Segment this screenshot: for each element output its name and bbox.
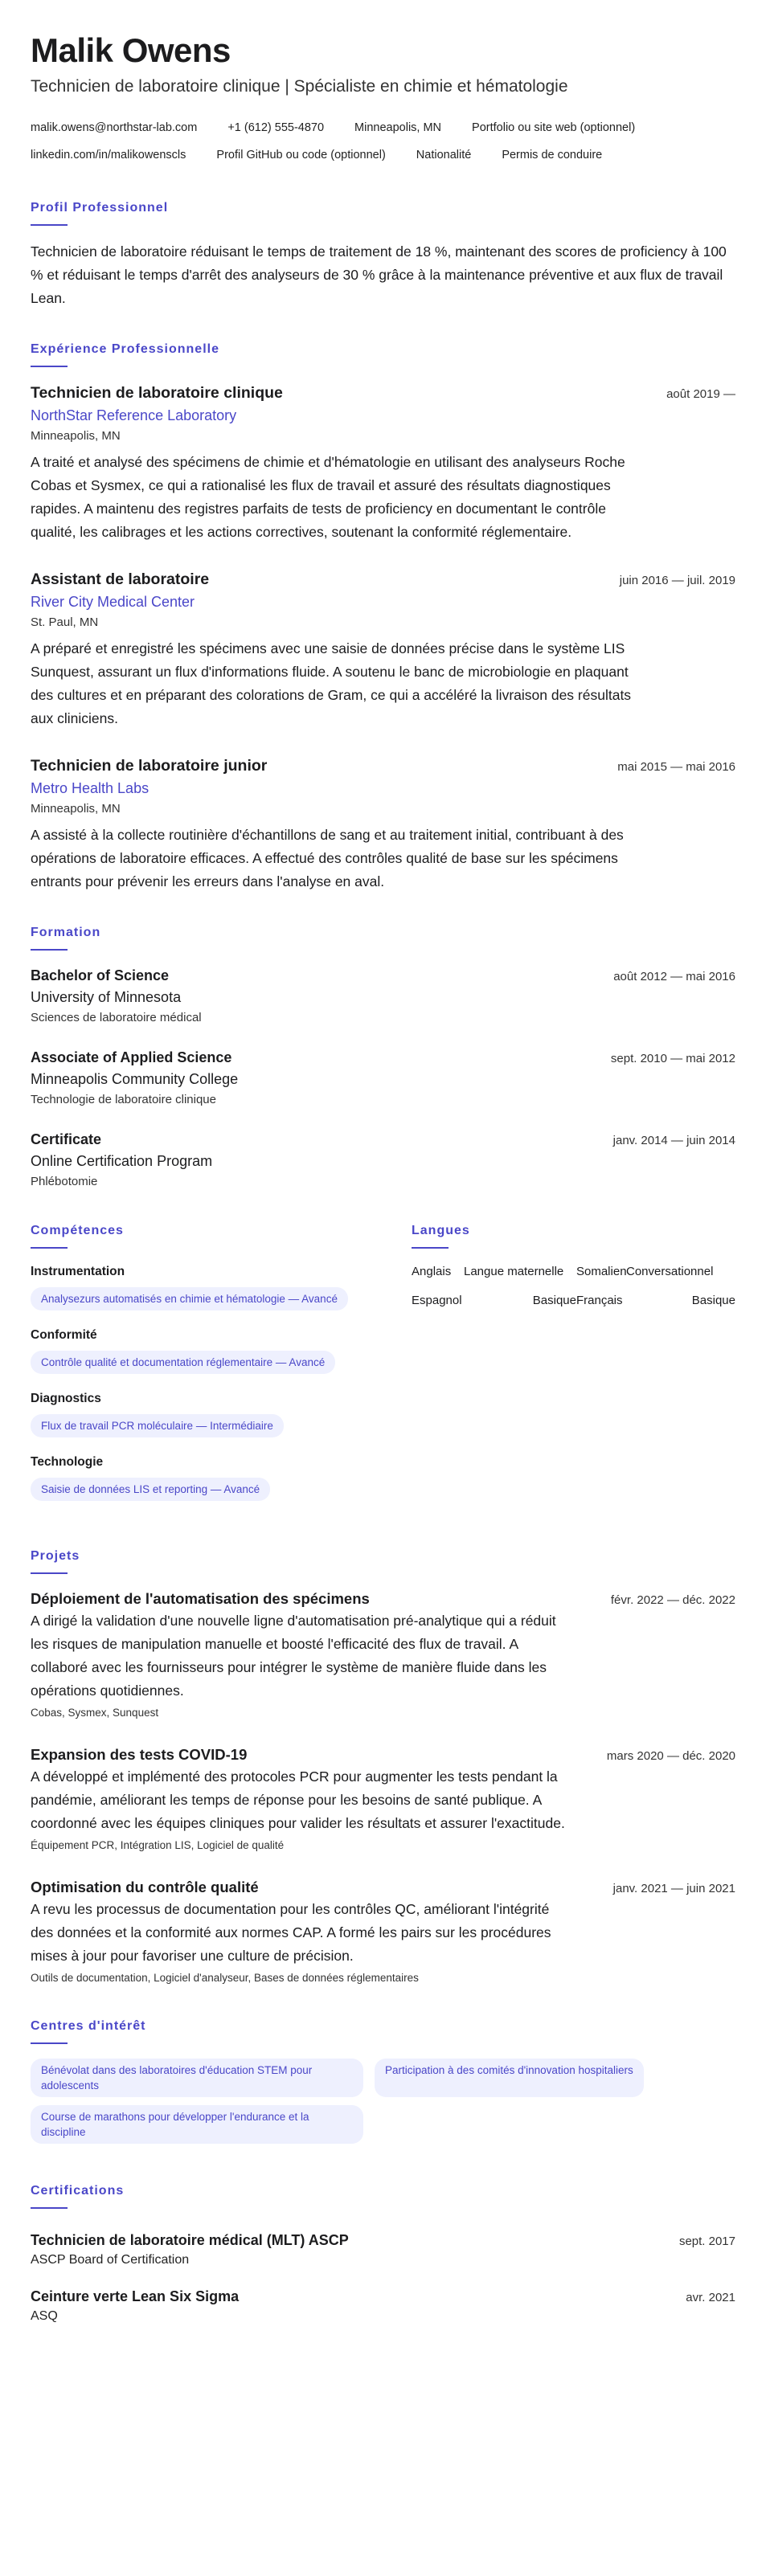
contact-location: Minneapolis, MN bbox=[354, 121, 442, 134]
language-level: Langue maternelle bbox=[464, 1265, 564, 1278]
school-name: Online Certification Program bbox=[31, 1153, 213, 1169]
education-dates: sept. 2010 — mai 2012 bbox=[610, 1052, 735, 1065]
language-level: Basique bbox=[691, 1294, 735, 1307]
section-title: Projets bbox=[31, 1549, 80, 1563]
education-entry bbox=[31, 1047, 735, 1110]
certification-entry bbox=[31, 2230, 735, 2270]
skill-category: Instrumentation bbox=[31, 1265, 125, 1278]
candidate-name: Malik Owens bbox=[31, 31, 231, 69]
skill-pill: Contrôle qualité et documentation réglementaire — Avancé bbox=[31, 1351, 335, 1374]
education-dates: août 2012 — mai 2016 bbox=[613, 970, 735, 983]
project-description: A dirigé la validation d'une nouvelle ligne d'automatisation pré-analytique qui a réduit les risques de manipulation manuelle et boosté l'efficacité des flux de travail. A collaboré avec les fournisseurs pour intégrer le système de manière fluide dans les opérations quotidiennes. bbox=[31, 1613, 556, 1699]
education-dates: janv. 2014 — juin 2014 bbox=[612, 1134, 735, 1147]
employer-name: Metro Health Labs bbox=[31, 780, 150, 796]
section-title: Compétences bbox=[31, 1224, 124, 1237]
contact-license: Permis de conduire bbox=[502, 149, 603, 162]
education-section bbox=[31, 924, 735, 1192]
section-title: Formation bbox=[31, 926, 101, 939]
contact-email[interactable]: malik.owens@northstar-lab.com bbox=[31, 121, 198, 134]
project-entry bbox=[31, 1589, 735, 1722]
skill-group bbox=[31, 1327, 363, 1374]
contact-info bbox=[31, 114, 735, 169]
contact-linkedin[interactable]: linkedin.com/in/malikowenscls bbox=[31, 149, 186, 162]
language-level: Conversationnel bbox=[626, 1265, 714, 1278]
job-title: Technicien de laboratoire junior bbox=[31, 757, 268, 775]
interest-pill: Course de marathons pour développer l'endurance et la discipline bbox=[31, 2105, 363, 2144]
contact-nationality: Nationalité bbox=[416, 149, 472, 162]
certification-title: Technicien de laboratoire médical (MLT) ASCP bbox=[31, 2232, 349, 2248]
contact-github[interactable]: Profil GitHub ou code (optionnel) bbox=[216, 149, 386, 162]
skill-pill: Flux de travail PCR moléculaire — Intermédiaire bbox=[31, 1414, 284, 1437]
certifications-section bbox=[31, 2182, 735, 2326]
project-description: A développé et implémenté des protocoles PCR pour augmenter les tests pendant la pandémie, améliorant les temps de réponse pour les besoins de santé publique. A coordonné avec les équipes cliniques pour valider les résultats et assurer l'exactitude. bbox=[31, 1768, 565, 1831]
job-location: Minneapolis, MN bbox=[31, 802, 121, 816]
skill-group bbox=[31, 1390, 363, 1437]
section-divider bbox=[31, 1247, 68, 1249]
skill-category: Technologie bbox=[31, 1455, 104, 1469]
job-location: St. Paul, MN bbox=[31, 615, 99, 629]
certification-title: Ceinture verte Lean Six Sigma bbox=[31, 2288, 240, 2304]
education-entry bbox=[31, 965, 735, 1028]
section-title: Profil Professionnel bbox=[31, 201, 169, 215]
section-divider bbox=[31, 1572, 68, 1574]
certification-entry bbox=[31, 2286, 735, 2326]
contact-portfolio[interactable]: Portfolio ou site web (optionnel) bbox=[472, 121, 636, 134]
section-divider bbox=[31, 366, 68, 367]
job-title: Technicien de laboratoire clinique bbox=[31, 384, 283, 402]
experience-entry bbox=[31, 754, 735, 893]
resume-header bbox=[31, 31, 735, 169]
languages-list bbox=[412, 1263, 735, 1310]
experience-section bbox=[31, 341, 735, 893]
section-divider bbox=[31, 2042, 68, 2044]
employer-name: NorthStar Reference Laboratory bbox=[31, 407, 237, 423]
skill-category: Conformité bbox=[31, 1328, 97, 1342]
language-level: Basique bbox=[532, 1294, 576, 1307]
project-tools: Outils de documentation, Logiciel d'analyseur, Bases de données réglementaires bbox=[31, 1972, 419, 1984]
language-name: Espagnol bbox=[412, 1294, 462, 1307]
skill-category: Diagnostics bbox=[31, 1392, 101, 1405]
section-divider bbox=[412, 1247, 449, 1249]
summary-text: Technicien de laboratoire réduisant le temps de traitement de 18 %, maintenant des scores de proficiency à 100 % et réduisant le temps d'arrêt des analyseurs de 30 % grâce à la maintenance préventive et aux flux de travail Lean. bbox=[31, 243, 727, 306]
projects-section bbox=[31, 1548, 735, 1987]
project-entry bbox=[31, 1877, 735, 1987]
language-name: Anglais bbox=[412, 1265, 452, 1278]
skill-pill: Saisie de données LIS et reporting — Avancé bbox=[31, 1478, 270, 1501]
education-entry bbox=[31, 1129, 735, 1192]
section-title: Centres d'intérêt bbox=[31, 2019, 146, 2033]
project-entry bbox=[31, 1744, 735, 1854]
employer-name: River City Medical Center bbox=[31, 594, 195, 610]
section-divider bbox=[31, 2207, 68, 2209]
school-name: University of Minnesota bbox=[31, 989, 182, 1005]
language-name: Somalien bbox=[576, 1265, 627, 1278]
section-title: Langues bbox=[412, 1224, 470, 1237]
field-of-study: Phlébotomie bbox=[31, 1175, 98, 1188]
interests-section bbox=[31, 2018, 735, 2152]
job-title: Assistant de laboratoire bbox=[31, 570, 210, 588]
job-dates: mai 2015 — mai 2016 bbox=[617, 760, 735, 774]
project-title: Expansion des tests COVID-19 bbox=[31, 1746, 248, 1763]
skills-section bbox=[31, 1222, 363, 1517]
project-description: A revu les processus de documentation pour les contrôles QC, améliorant l'intégrité des données et la conformité aux normes CAP. A formé les pairs sur les procédures mises à jour pour favoriser une culture de précision. bbox=[31, 1901, 551, 1964]
project-title: Optimisation du contrôle qualité bbox=[31, 1879, 259, 1895]
skill-pill: Analysezurs automatisés en chimie et hématologie — Avancé bbox=[31, 1287, 348, 1310]
project-tools: Équipement PCR, Intégration LIS, Logiciel de qualité bbox=[31, 1839, 285, 1851]
contact-phone[interactable]: +1 (612) 555-4870 bbox=[227, 121, 325, 134]
field-of-study: Sciences de laboratoire médical bbox=[31, 1011, 202, 1024]
certification-date: sept. 2017 bbox=[678, 2235, 735, 2248]
job-dates: juin 2016 — juil. 2019 bbox=[619, 574, 735, 587]
project-dates: mars 2020 — déc. 2020 bbox=[606, 1749, 735, 1763]
job-dates: août 2019 — bbox=[666, 387, 735, 401]
section-divider bbox=[31, 224, 68, 226]
job-description: A préparé et enregistré les spécimens avec une saisie de données précise dans le système LIS Sunquest, assurant un flux d'informations fluide. A soutenu le banc de microbiologie en plaquant des cultures et en préparant des colorations de Gram, ce qui a accéléré la livraison des résultats aux cliniciens. bbox=[31, 640, 632, 726]
certification-date: avr. 2021 bbox=[686, 2291, 735, 2304]
project-tools: Cobas, Sysmex, Sunquest bbox=[31, 1707, 159, 1719]
experience-entry bbox=[31, 382, 735, 544]
degree-name: Bachelor of Science bbox=[31, 967, 170, 983]
school-name: Minneapolis Community College bbox=[31, 1071, 239, 1087]
project-title: Déploiement de l'automatisation des spécimens bbox=[31, 1590, 370, 1607]
skill-group bbox=[31, 1263, 363, 1310]
section-divider bbox=[31, 949, 68, 951]
candidate-headline: Technicien de laboratoire clinique | Spécialiste en chimie et hématologie bbox=[31, 77, 568, 96]
certification-issuer: ASCP Board of Certification bbox=[31, 2253, 190, 2267]
languages-section bbox=[412, 1222, 735, 1517]
interest-pill: Participation à des comités d'innovation hospitaliers bbox=[375, 2059, 644, 2097]
degree-name: Certificate bbox=[31, 1131, 102, 1147]
experience-entry bbox=[31, 568, 735, 730]
language-name: Français bbox=[576, 1294, 623, 1307]
interest-pill: Bénévolat dans des laboratoires d'éducation STEM pour adolescents bbox=[31, 2059, 363, 2097]
summary-section bbox=[31, 199, 735, 310]
section-title: Certifications bbox=[31, 2184, 125, 2198]
project-dates: janv. 2021 — juin 2021 bbox=[612, 1882, 735, 1895]
job-description: A traité et analysé des spécimens de chimie et d'hématologie en utilisant des analyseurs Roche Cobas et Sysmex, ce qui a rationalisé les flux de travail et assuré des résultats diagnostiques rapides. A maintenu des registres parfaits de tests de proficiency en documentant le contrôle qualité, les calibrages et les actions correctives, soutenant la conformité réglementaire. bbox=[31, 454, 625, 540]
certification-issuer: ASQ bbox=[31, 2309, 58, 2323]
project-dates: févr. 2022 — déc. 2022 bbox=[610, 1593, 735, 1607]
degree-name: Associate of Applied Science bbox=[31, 1049, 232, 1065]
interests-list bbox=[31, 2059, 735, 2152]
field-of-study: Technologie de laboratoire clinique bbox=[31, 1093, 216, 1106]
skill-group bbox=[31, 1454, 363, 1501]
job-location: Minneapolis, MN bbox=[31, 429, 121, 443]
job-description: A assisté à la collecte routinière d'échantillons de sang et au traitement initial, contribuant à des opérations de laboratoire efficaces. A effectué des contrôles qualité de base sur les spécimens entrants pour prévenir les erreurs dans l'analyse en aval. bbox=[31, 827, 624, 889]
section-title: Expérience Professionnelle bbox=[31, 342, 219, 356]
skills-languages-row bbox=[31, 1222, 735, 1517]
